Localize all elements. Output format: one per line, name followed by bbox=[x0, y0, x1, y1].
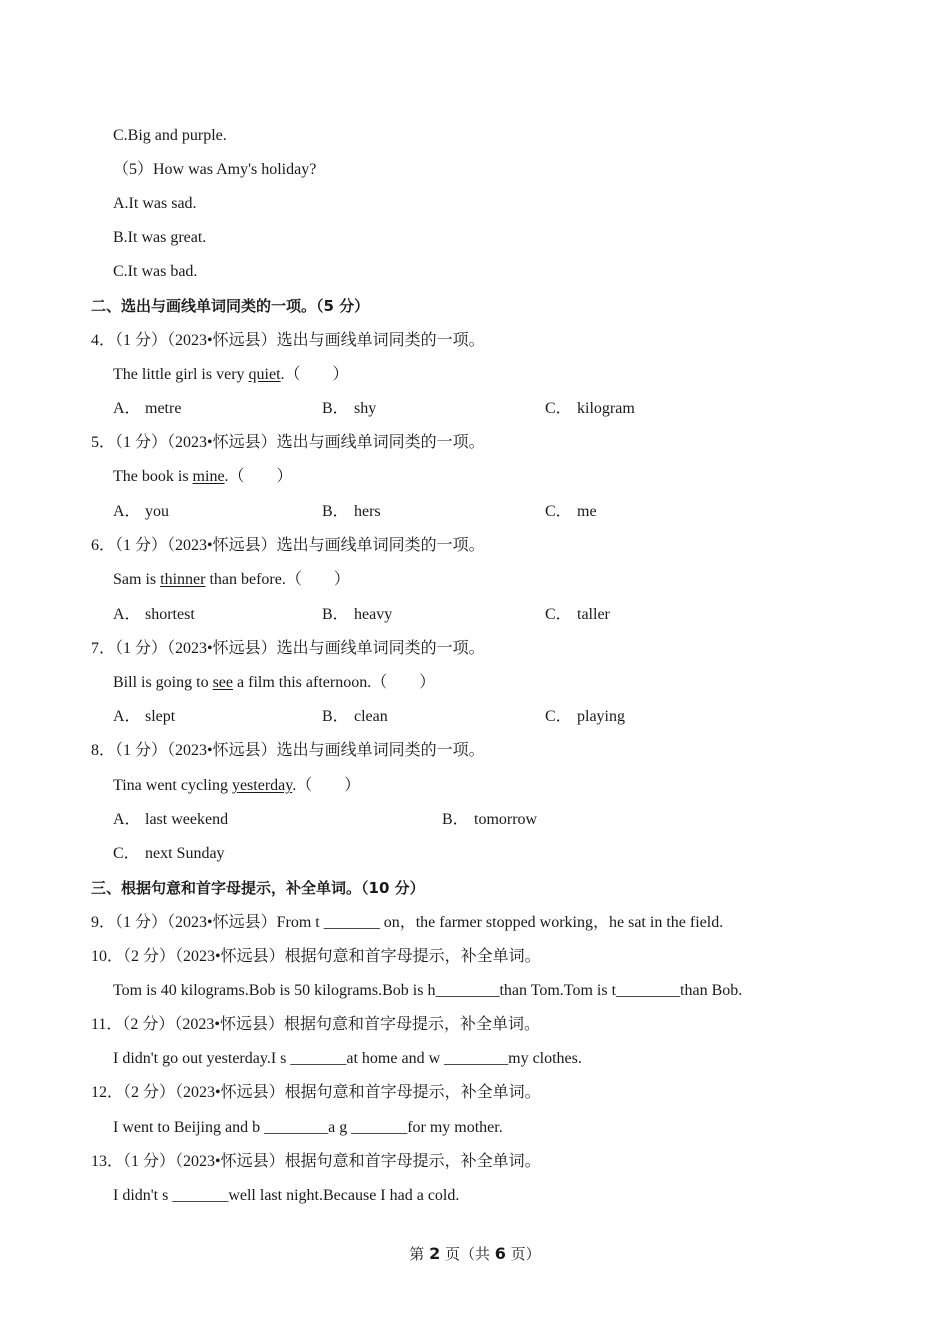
question-10-header: 10．（2 分）（2023•怀远县）根据句意和首字母提示，补全单词。 bbox=[91, 948, 541, 965]
question-10-body: Tom is 40 kilograms.Bob is 50 kilograms.Bob is h________than Tom.Tom is t________than Bob. bbox=[113, 982, 743, 999]
underlined-word: yesterday bbox=[231, 777, 293, 794]
question-9: 9．（1 分）（2023•怀远县）From t _______ on，the farmer stopped working，he sat in the field. bbox=[91, 914, 724, 931]
subquestion-5-option-b: B.It was great. bbox=[113, 229, 207, 246]
question-13-body: I didn't s _______well last night.Because I had a cold. bbox=[113, 1187, 460, 1204]
question-5-sentence: The book is mine.（ ） bbox=[113, 468, 293, 485]
question-6-option-a: A． shortest bbox=[113, 606, 195, 623]
underlined-word: quiet bbox=[248, 366, 281, 383]
question-11-body: I didn't go out yesterday.I s _______at home and w ________my clothes. bbox=[113, 1050, 582, 1067]
question-13-header: 13．（1 分）（2023•怀远县）根据句意和首字母提示，补全单词。 bbox=[91, 1153, 541, 1170]
underlined-word: see bbox=[212, 674, 234, 691]
question-7-option-b: B． clean bbox=[322, 708, 388, 725]
current-page-number: 2 bbox=[429, 1244, 441, 1263]
question-12-body: I went to Beijing and b ________a g _______for my mother. bbox=[113, 1119, 503, 1136]
question-7-header: 7．（1 分）（2023•怀远县）选出与画线单词同类的一项。 bbox=[91, 640, 485, 657]
question-5-option-c: C． me bbox=[545, 503, 597, 520]
question-7-option-a: A． slept bbox=[113, 708, 176, 725]
underlined-word: mine bbox=[192, 468, 225, 485]
subquestion-5-option-a: A.It was sad. bbox=[113, 195, 197, 212]
page-footer: 第 2 页（共 6 页） bbox=[409, 1244, 541, 1263]
question-8-option-a: A． last weekend bbox=[113, 811, 229, 828]
question-6-option-b: B． heavy bbox=[322, 606, 393, 623]
question-4-header: 4．（1 分）（2023•怀远县）选出与画线单词同类的一项。 bbox=[91, 332, 485, 349]
question-4-sentence: The little girl is very quiet.（ ） bbox=[113, 366, 349, 383]
question-6-sentence: Sam is thinner than before.（ ） bbox=[113, 571, 350, 588]
section-2-heading: 二、选出与画线单词同类的一项。（5 分） bbox=[91, 297, 370, 315]
question-4-option-c: C． kilogram bbox=[545, 400, 635, 417]
underlined-word: thinner bbox=[160, 571, 206, 588]
question-5-option-b: B． hers bbox=[322, 503, 381, 520]
question-12-header: 12．（2 分）（2023•怀远县）根据句意和首字母提示，补全单词。 bbox=[91, 1084, 541, 1101]
question-4-option-a: A． metre bbox=[113, 400, 182, 417]
question-5-option-a: A． you bbox=[113, 503, 169, 520]
question-4-option-b: B． shy bbox=[322, 400, 377, 417]
section-3-heading: 三、根据句意和首字母提示，补全单词。（10 分） bbox=[91, 879, 425, 897]
subquestion-5-option-c: C.It was bad. bbox=[113, 263, 198, 280]
question-7-sentence: Bill is going to see a film this afternoon.（ ） bbox=[113, 674, 436, 691]
question-6-option-c: C． taller bbox=[545, 606, 610, 623]
question-11-header: 11．（2 分）（2023•怀远县）根据句意和首字母提示，补全单词。 bbox=[91, 1016, 541, 1033]
total-pages: 6 bbox=[494, 1244, 506, 1263]
option-c-big-and-purple: C.Big and purple. bbox=[113, 127, 227, 144]
question-8-option-c: C． next Sunday bbox=[113, 845, 225, 862]
question-6-header: 6．（1 分）（2023•怀远县）选出与画线单词同类的一项。 bbox=[91, 537, 485, 554]
subquestion-5: （5）How was Amy's holiday? bbox=[113, 161, 317, 178]
question-8-option-b: B． tomorrow bbox=[442, 811, 538, 828]
question-7-option-c: C． playing bbox=[545, 708, 625, 725]
question-5-header: 5．（1 分）（2023•怀远县）选出与画线单词同类的一项。 bbox=[91, 434, 485, 451]
question-8-header: 8．（1 分）（2023•怀远县）选出与画线单词同类的一项。 bbox=[91, 742, 485, 759]
question-8-sentence: Tina went cycling yesterday.（ ） bbox=[113, 777, 361, 794]
